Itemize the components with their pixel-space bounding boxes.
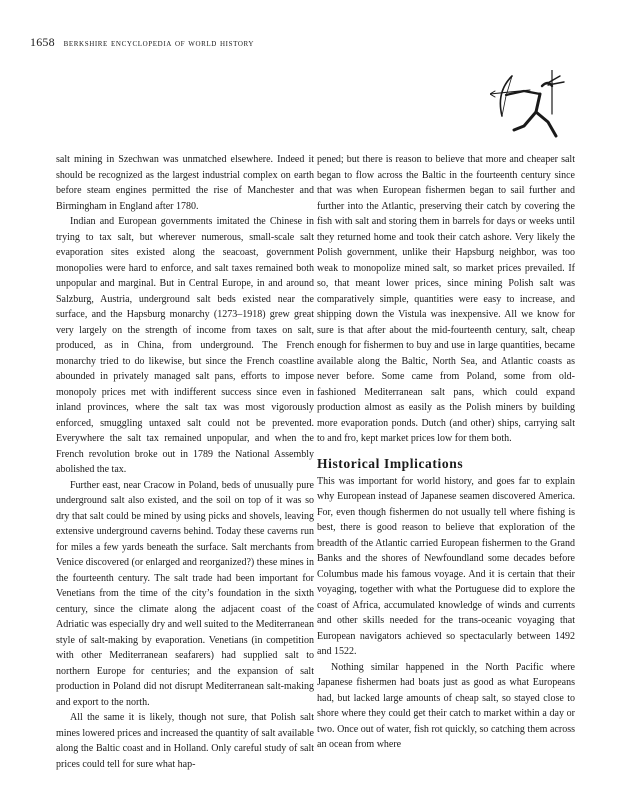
paragraph: salt mining in Szechwan was unmatched elsewhere. Indeed it should be recognized as the largest industrial complex on earth before steam engines permitted the rise of Manchester and Birmingham in England after 1780.	[56, 154, 314, 212]
left-column	[56, 152, 314, 772]
paragraph: Further east, near Cracow in Poland, beds of unusually pure underground salt also existed, and the soil on top of it was so dry that salt could be mined by using picks and shovels, leaving extensive underground caverns behind. Today these caverns run for miles a few yards beneath the surface. Salt merchants from Venice discovered (or enlarged and reorganized?) these mines in the fourteenth century. The salt trade had been important for Venetians from the time of the city’s foundation in the sixth century, since the climate along the adjacent coast of the Adriatic was especially dry and well suited to the Mediterranean style of salt-making by evaporation. Venetians (in competition with other Mediterranean seafarers) had supplied salt to northern Europe for centuries; and the expansion of salt production in Poland did not disrupt Mediterranean salt-making and export to the north.	[56, 479, 314, 708]
paragraph: pened; but there is reason to believe that more and cheaper salt began to flow across the Baltic in the fourteenth century since that was when European fishermen began to sail further and further into the Atlantic, preserving their catch by covering the fish with salt and storing them in barrels for days or weeks until they returned home and took their catch ashore. Very likely the Polish government, unlike their Hapsburg neighbor, was too weak to monopolize mined salt, so market prices prevailed. If so, that meant lower prices, since mining Polish salt was comparatively simple, quantities were easy to increase, and shipping down the Vistula was inexpensive. All we know for sure is that after about the mid-fourteenth century, salt, cheap enough for fishermen to buy and use in large quantities, became available along the Baltic, North Sea, and Atlantic coasts as never before. Some came from Poland, some from old-fashioned Mediterranean salt pans, which could expand production almost as easily as the Polish miners by building more evaporation ponds. Dutch (and other) ships, carrying salt to and fro, kept market prices low for them both.	[317, 154, 575, 444]
paragraph: This was important for world history, and goes far to explain why European instead of Japanese seamen discovered America. For, even though fishermen do not usually tell where fishing is best, there is good reason to believe that exploration of the breadth of the Atlantic carried European fishermen to the Grand Banks and the shores of Newfoundland some decades before Columbus made his famous voyage. And it is certain that their voyaging, together with what the Portuguese did to explore the coast of Africa, accumulated knowledge of winds and currents and other skills needed for the trans-oceanic voyaging that European navigators achieved so spectacularly between 1492 and 1522.	[317, 475, 575, 657]
book-title: berkshire encyclopedia of world history	[63, 38, 255, 49]
paragraph: Indian and European governments imitated the Chinese in trying to tax salt, but wherever numerous, small-scale salt evaporation sites existed along the seacoast, government monopolies were hard to enforce, and salt taxes remained both unpopular and marginal. But in Central Europe, in and around Salzburg, Austria, underground salt beds existed near the surface, and the Hapsburg monarchy (1273–1918) grew great very largely on the strength of income from taxes on salt, produced, as in China, from underground. The French monarchy tried to do likewise, but since the French coastline abounded in privately managed salt pans, efforts to impose monopoly prices met with indifferent success since even in inland provinces, where the salt tax was most vigorously enforced, smuggling untaxed salt could not be prevented. Everywhere the salt tax remained unpopular, and when the French revolution broke out in 1789 the National Assembly abolished the tax.	[56, 216, 314, 475]
running-header	[30, 35, 254, 50]
section-heading: Historical Implications	[317, 455, 464, 471]
archer-figure-icon	[490, 70, 570, 140]
page-number: 1658	[30, 35, 55, 49]
right-column	[317, 152, 575, 753]
paragraph: All the same it is likely, though not sure, that Polish salt mines lowered prices and increased the quantity of salt available along the Baltic coast and in Holland. Only careful study of salt prices could tell for sure what hap-	[56, 712, 314, 770]
paragraph: Nothing similar happened in the North Pacific where Japanese fishermen had boats just as good as what Europeans had, but lacked large amounts of cheap salt, so stayed close to shore where they could get their catch to market within a day or two. Once out of water, fish rot quickly, so catching them across an ocean from where	[317, 661, 575, 750]
